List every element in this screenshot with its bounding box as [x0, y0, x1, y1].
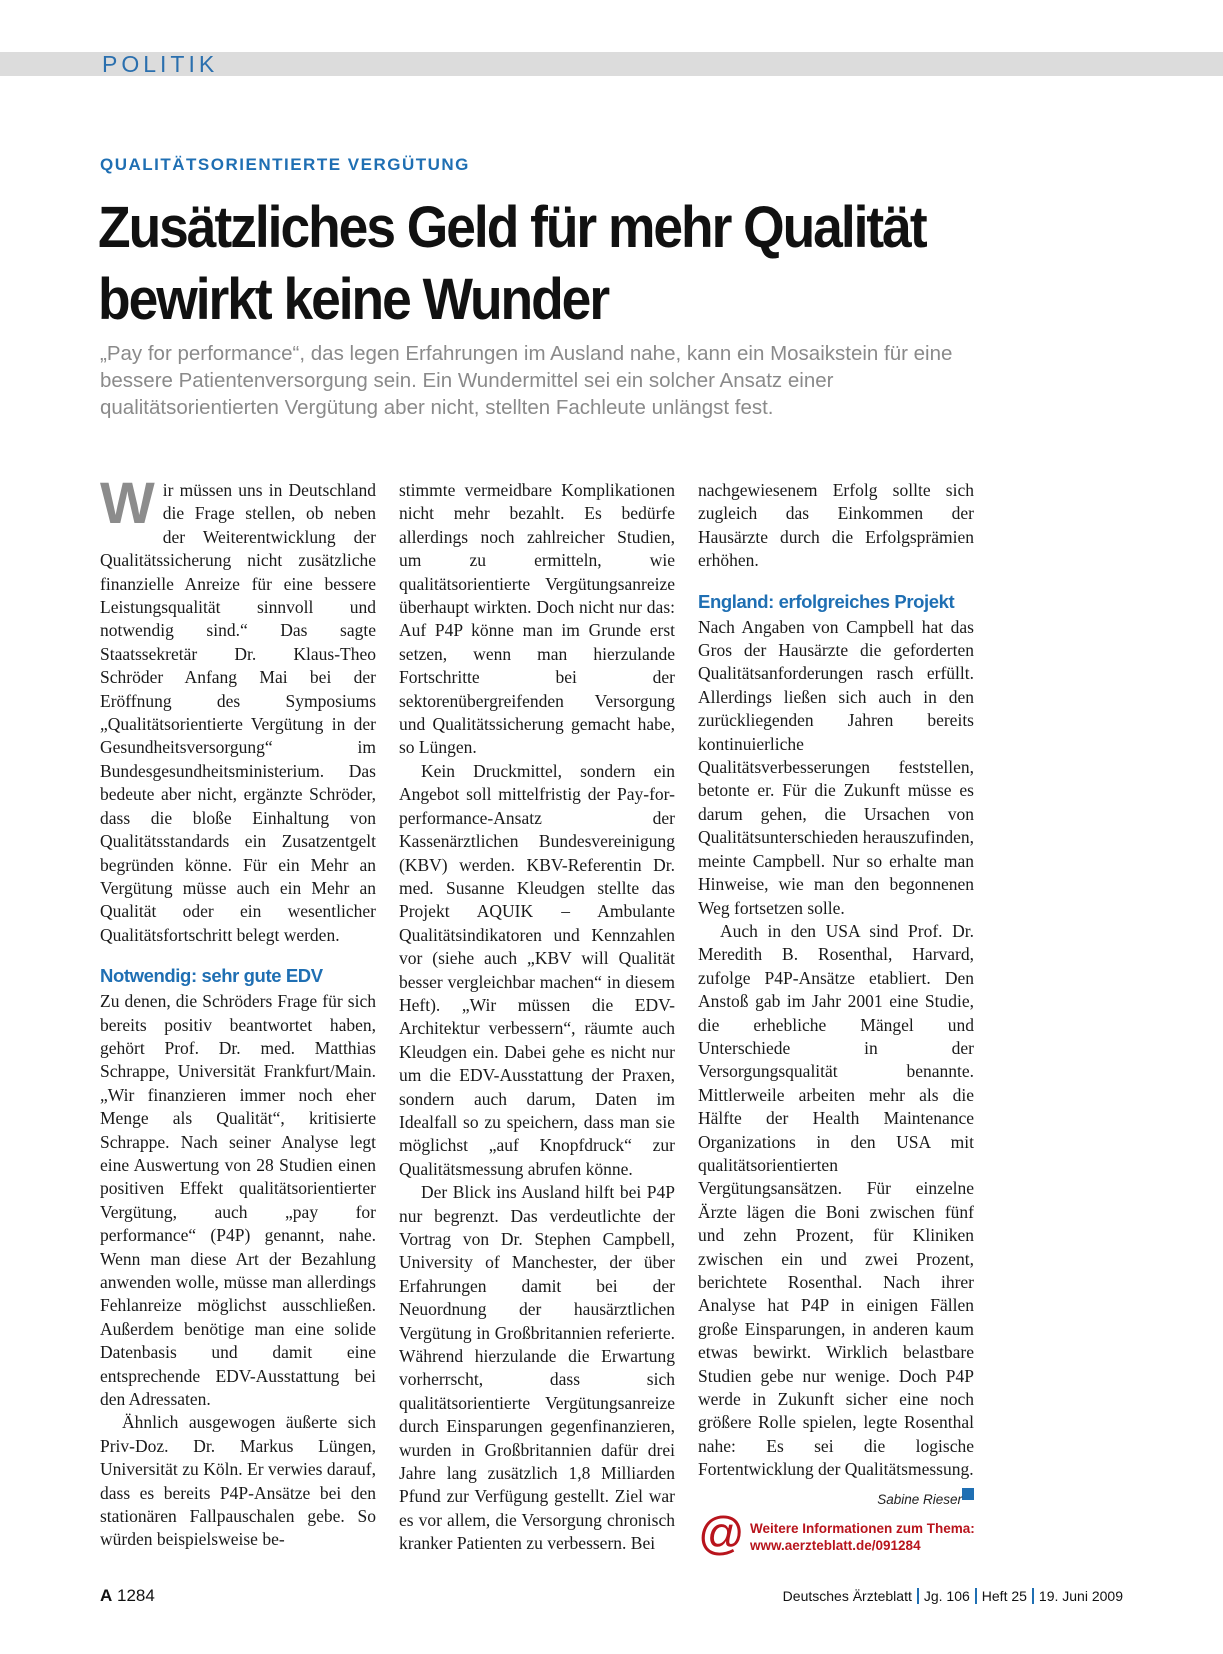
footer-separator [917, 1588, 919, 1604]
more-info-link[interactable]: www.aerzteblatt.de/091284 [750, 1538, 921, 1553]
article-column-2 [399, 479, 675, 1556]
journal-date: 19. Juni 2009 [1038, 1588, 1123, 1604]
footer-separator [1032, 1588, 1034, 1604]
paragraph [100, 471, 376, 947]
more-info-box [698, 1507, 988, 1560]
journal-issue: Heft 25 [981, 1588, 1027, 1604]
section-label: POLITIK [102, 51, 219, 77]
subheading: Notwendig: sehr gute EDV [100, 965, 323, 987]
paragraph: nachgewiesenem Erfolg sollte sich zugleich das Einkommen der Hausärzte durch die Erfolgsprämien erhöhen. [698, 480, 974, 571]
paragraph: Ähnlich ausgewogen äußerte sich Priv-Doz. Dr. Markus Lüngen, Universität zu Köln. Er verwies darauf, dass es bereits P4P-Ansätze bei den stationären Fallpauschalen gebe. So würden beispielsweise be- [100, 1412, 376, 1550]
paragraph: Nach Angaben von Campbell hat das Gros der Hausärzte die geforderten Qualitätsanforderungen rasch erfüllt. Allerdings ließen sich auch in den zurückliegenden Jahren bereits kontinuierliche Qualitätsverbesserungen feststellen, betonte er. Für die Zukunft müsse es darum gehen, die Ursachen von Qualitätsunterschieden herauszufinden, meinte Campbell. Nur so erhalte man Hinweise, wie man den begonnenen Weg fortsetzen solle. [698, 616, 975, 918]
journal-footer [783, 1588, 1123, 1604]
paragraph-text: ir müssen uns in Deutschland die Frage stellen, ob neben der Weiterentwicklung der Qualitätssicherung nicht zusätzliche finanzielle Anreize für eine bessere Leistungsqualität sinnvoll und notwendig sind.“ Das sagte Staatssekretär Dr. Klaus-Theo Schröder Anfang Mai bei der Eröffnung des Symposiums „Qualitätsorientierte Vergütung in der Gesundheitsversorgung“ im Bundesgesundheitsministerium. Das bedeute aber nicht, ergänzte Schröder, dass die bloße Einhaltung von Qualitätsstandards ein Zusatzentgelt begründen könne. Für ein Mehr an Vergütung müsse auch ein Mehr an Qualität oder ein wesentlicher Qualitätsfortschritt belegt werden. [100, 480, 376, 945]
page-prefix: A [100, 1586, 113, 1605]
journal-volume: Jg. 106 [923, 1588, 970, 1604]
author-name: Sabine Rieser [877, 1491, 962, 1507]
article-column-3 [698, 479, 974, 1511]
more-info-label: Weitere Informationen zum Thema: [750, 1521, 975, 1536]
at-sign-icon: @ [698, 1507, 745, 1559]
paragraph: stimmte vermeidbare Komplikationen nicht mehr bezahlt. Es bedürfe allerdings noch zahlreicher Studien, um zu ermitteln, wie qualitätsorientierte Vergütungsanreize überhaupt wirkten. Doch nicht nur das: Auf P4P könne man im Grunde erst setzen, wenn man hierzulande Fortschritte bei der sektorenübergreifenden Versorgung und Qualitätssicherung gemacht habe, so Lüngen. [399, 480, 675, 758]
subheading: England: erfolgreiches Projekt [698, 590, 955, 612]
paragraph: Zu denen, die Schröders Frage für sich bereits positiv beantwortet haben, gehört Prof. Dr. med. Matthias Schrappe, Universität Frankfurt/Main. „Wir finanzieren immer noch eher Menge als Qualität“, kritisierte Schrappe. Nach seiner Analyse legt eine Auswertung von 28 Studien einen positiven Effekt qualitätsorientierter Vergütung, auch „pay for performance“ (P4P) genannt, nahe. Wenn man diese Art der Bezahlung anwenden wolle, müsse man allerdings Fehlanreize möglichst ausschließen. Außerdem benötige man eine solide Datenbasis und damit eine entsprechende EDV-Ausstattung bei den Adressaten. [100, 991, 376, 1410]
journal-name: Deutsches Ärzteblatt [782, 1588, 912, 1604]
paragraph [698, 920, 974, 1482]
article-kicker: QUALITÄTSORIENTIERTE VERGÜTUNG [100, 155, 470, 174]
article-title: Zusätzliches Geld für mehr Qualität bewirkt keine Wunder [98, 195, 926, 332]
paragraph: Kein Druckmittel, sondern ein Angebot soll mittelfristig der Pay-for-performance-Ansatz der Kassenärztlichen Bundesvereinigung (KBV) werden. KBV-Referentin Dr. med. Susanne Kleudgen stellte das Projekt AQUIK – Ambulante Qualitätsindikatoren und Kennzahlen vor (siehe auch „KBV will Qualität besser vergleichbar machen“ in diesem Heft). „Wir müssen die EDV-Architektur verbessern“, räumte auch Kleudgen ein. Dabei gehe es nicht nur um die EDV-Ausstattung der Praxen, sondern auch darum, Daten im Idealfall so zu speichern, dass man sie möglichst „auf Knopfdruck“ zur Qualitätsmessung abrufen könne. [399, 760, 675, 1179]
drop-cap: W [100, 471, 155, 536]
paragraph-text: Auch in den USA sind Prof. Dr. Meredith B. Rosenthal, Harvard, zufolge P4P-Ansätze etabliert. Den Anstoß gab im Jahr 2001 eine Studie, die erhebliche Mängel und Unterschiede in der Versorgungsqualität benannte. Mittlerweile arbeiten mehr als die Hälfte der Health Maintenance Organizations in den USA mit qualitätsorientierten Vergütungsansätzen. Für einzelne Ärzte lägen die Boni zwischen fünf und zehn Prozent, für Kliniken zwischen ein und zwei Prozent, berichtete Rosenthal. Nach ihrer Analyse hat P4P in einigen Fällen große Einsparungen, in anderen kaum etwas bewirkt. Wirklich belastbare Studien gebe nur wenige. Doch P4P werde in Zukunft sicher eine noch größere Rolle spielen, legte Rosenthal nahe: Es sei die logische Fortentwicklung der Qualitätsmessung. [698, 920, 974, 1480]
more-info-text [750, 1520, 975, 1554]
page-number-value: 1284 [117, 1586, 155, 1605]
paragraph: Der Blick ins Ausland hilft bei P4P nur begrenzt. Das verdeutlichte der Vortrag von Dr. Stephen Campbell, University of Manchester, der über Erfahrungen damit bei der Neuordnung der hausärztlichen Vergütung in Großbritannien referierte. Während hierzulande die Erwartung vorherrscht, dass sich qualitätsorientierte Vergütungsanreize durch Einsparungen gegenfinanzieren, wurden in Großbritannien dafür drei Jahre lang zusätzlich 1,8 Milliarden Pfund zur Verfügung gestellt. Ziel war es vor allem, die Versorgung chronisch kranker Patienten zu verbessern. Bei [399, 1182, 675, 1554]
page-number [100, 1586, 155, 1606]
end-mark-icon [962, 1488, 974, 1500]
article-lead: „Pay for performance“, das legen Erfahrungen im Ausland nahe, kann ein Mosaikstein für eine bessere Patientenversorgung sein. Ein Wundermittel sei ein solcher Ansatz einer qualitätsorientierten Vergütung aber nicht, stellten Fachleute unlängst fest. [100, 342, 953, 419]
footer-separator [975, 1588, 977, 1604]
article-column-1 [100, 471, 376, 1552]
